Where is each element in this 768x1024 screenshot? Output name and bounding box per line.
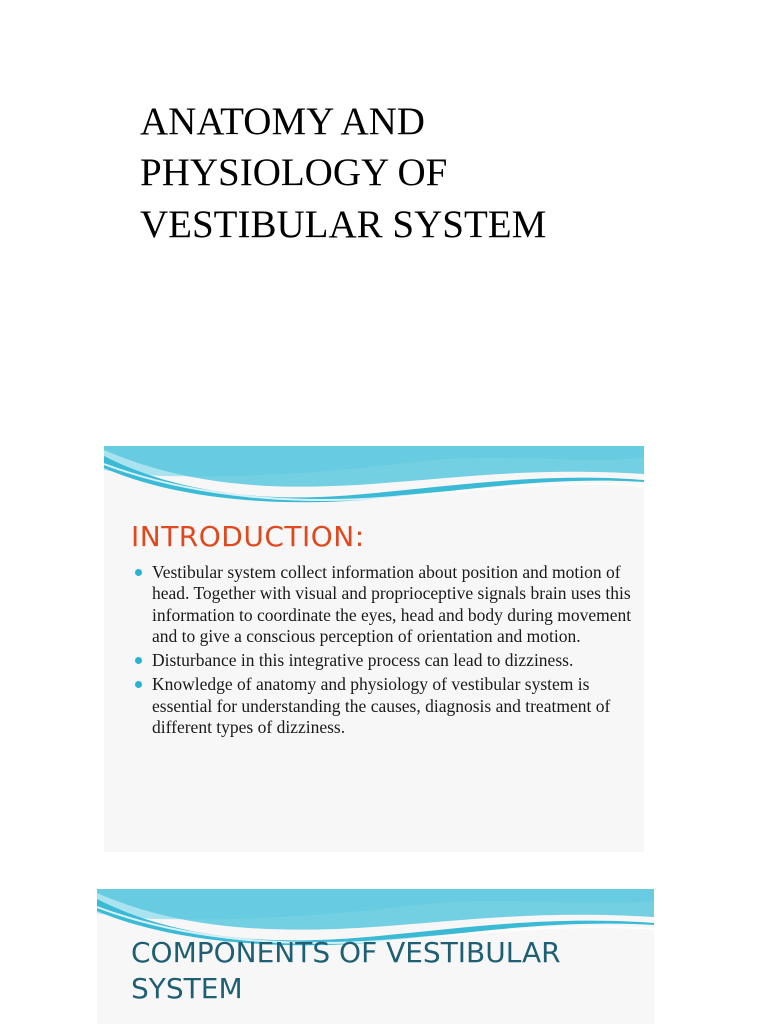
bullet-text: Disturbance in this integrative process can lead to dizziness. <box>152 650 574 671</box>
slide-header-wave <box>104 446 644 508</box>
slide-heading-components: COMPONENTS OF VESTIBULAR SYSTEM <box>131 936 561 1006</box>
document-title-line: VESTIBULAR SYSTEM <box>140 202 547 246</box>
document-title <box>140 96 700 250</box>
document-title-line: PHYSIOLOGY OF <box>140 151 448 195</box>
list-item <box>152 562 632 647</box>
list-item <box>152 650 632 671</box>
bullet-text: Vestibular system collect information about position and motion of head. Together with visual and proprioceptive signals brain uses this information to coordinate the eyes, head and body during movement and to give a conscious perception of orientation and motion. <box>152 562 632 646</box>
slide-introduction <box>104 446 644 852</box>
bullet-icon <box>135 569 142 576</box>
bullet-icon <box>135 657 142 664</box>
slide-heading-introduction: INTRODUCTION: <box>131 520 365 553</box>
document-title-line: ANATOMY AND <box>140 100 425 143</box>
slide-components <box>97 889 654 1024</box>
list-item <box>152 674 632 738</box>
bullet-list <box>152 562 632 741</box>
bullet-text: Knowledge of anatomy and physiology of vestibular system is essential for understanding the causes, diagnosis and treatment of different types of dizziness. <box>152 674 611 738</box>
bullet-icon <box>135 681 142 688</box>
